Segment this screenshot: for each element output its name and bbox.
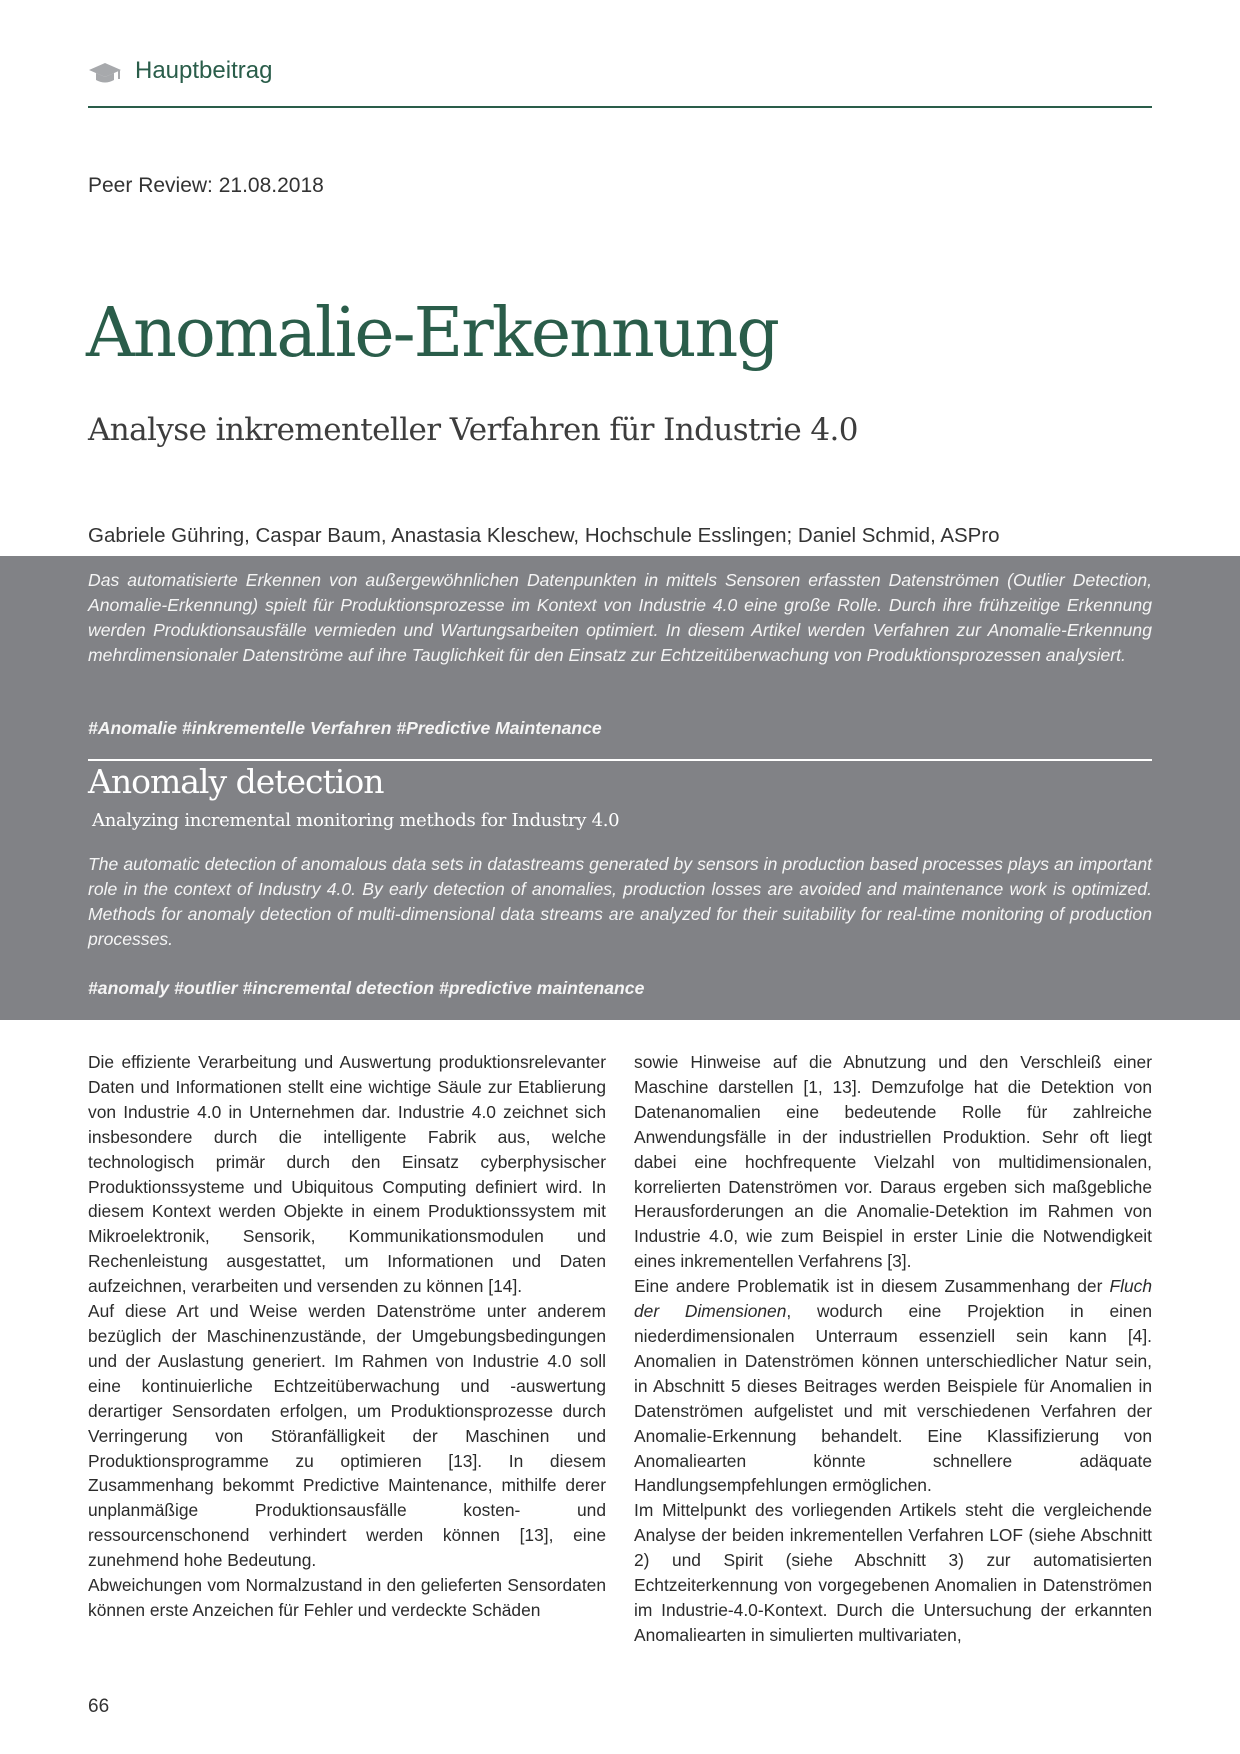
section-header [88, 52, 1152, 108]
authors: Gabriele Gühring, Caspar Baum, Anastasia Kleschew, Hochschule Esslingen; Daniel Schmid, ASPro [88, 524, 1000, 547]
body-paragraph: sowie Hinweise auf die Abnutzung und den Verschleiß einer Maschine darstellen [1, 13]. Demzufolge hat die Detektion von Datenanomalien eine bedeutende Rolle für zahlreiche Anwendungsfälle in der industriellen Produktion. Sehr oft liegt dabei eine hochfrequente Vielzahl von multidimensionalen, korrelierten Datenströmen vor. Daraus ergeben sich maßgebliche Herausforderungen an die Anomalie-Detektion im Rahmen von Industrie 4.0, wie zum Beispiel in erster Linie die Notwendigkeit eines inkrementellen Verfahrens [3]. [634, 1052, 1152, 1272]
body-paragraph: Abweichungen vom Normalzustand in den gelieferten Sensordaten können erste Anzeichen für Fehler und verdeckte Schäden [88, 1575, 606, 1620]
article-title: Anomalie-Erkennung [86, 294, 778, 373]
emphasis-term: Fluch der Dimensionen [634, 1276, 1152, 1322]
body-text: Eine andere Problematik ist in diesem Zusammenhang der [634, 1276, 1110, 1297]
body-paragraph: Die effiziente Verarbeitung und Auswertung produktionsrelevanter Daten und Informationen stellt eine wichtige Säule zur Etablierung von Industrie 4.0 in Unternehmen dar. Industrie 4.0 zeichnet sich insbesondere durch die intelligente Fabrik aus, welche technologisch primär durch den Einsatz cyberphysischer Produktionssysteme und Ubiquitous Computing definiert wird. In diesem Kontext werden Objekte in einem Produktionssystem mit Mikroelektronik, Sensorik, Kommunikationsmodulen und Rechenleistung ausgestattet, um Informationen und Daten aufzeichnen, verarbeiten und versenden zu können [14]. [88, 1052, 606, 1297]
section-label: Hauptbeitrag [135, 57, 273, 84]
body-column-left [88, 1050, 606, 1620]
body-column-right [634, 1050, 1152, 1645]
english-title: Anomaly detection [88, 762, 384, 801]
english-subtitle: Analyzing incremental monitoring methods for Industry 4.0 [92, 810, 620, 831]
abstract-band [0, 556, 1240, 1020]
peer-review-date: Peer Review: 21.08.2018 [88, 174, 324, 197]
body-paragraph: Auf diese Art und Weise werden Datenströme unter anderem bezüglich der Maschinenzustände, der Umgebungsbedingungen und der Auslastung generiert. Im Rahmen von Industrie 4.0 soll eine kontinuierliche Echtzeitüberwachung und -auswertung derartiger Sensordaten erfolgen, um Produktionsprozesse durch Verringerung von Störanfälligkeit der Maschinen und Produktionsprogramme zu optimieren [13]. In diesem Zusammenhang bekommt Predictive Maintenance, mithilfe derer unplanmäßige Produktionsausfälle kosten- und ressourcenschonend verhindert werden können [13], eine zunehmend hohe Bedeutung. [88, 1301, 606, 1571]
body-paragraph [634, 1274, 1152, 1498]
abstract-german: Das automatisierte Erkennen von außergewöhnlichen Datenpunkten in mittels Sensoren erfassten Datenströmen (Outlier Detection, Anomalie-Erkennung) spielt für Produktionsprozesse im Kontext von Industrie 4.0 eine große Rolle. Durch ihre frühzeitige Erkennung werden Produktionsausfälle vermieden und Wartungsarbeiten optimiert. In diesem Artikel werden Verfahren zur Anomalie-Erkennung mehrdimensionaler Datenströme auf ihre Tauglichkeit für den Einsatz zur Echtzeitüberwachung von Produktionsprozessen analysiert. [88, 570, 1152, 665]
keywords-german: #Anomalie #inkrementelle Verfahren #Predictive Maintenance [88, 718, 602, 738]
article-subtitle: Analyse inkrementeller Verfahren für Industrie 4.0 [88, 412, 858, 448]
graduation-cap-icon [88, 61, 122, 85]
keywords-english: #anomaly #outlier #incremental detection #predictive maintenance [88, 978, 645, 998]
body-paragraph: Im Mittelpunkt des vorliegenden Artikels steht die vergleichende Analyse der beiden inkrementellen Verfahren LOF (siehe Abschnitt 2) und Spirit (siehe Abschnitt 3) zur automatisierten Echtzeiterkennung von vorgegebenen Anomalien in Datenströmen im Industrie-4.0-Kontext. Durch die Untersuchung der erkannten Anomaliearten in simulierten multivariaten, [634, 1500, 1152, 1645]
body-text: , wodurch eine Projektion in einen niederdimensionalen Unterraum essenziell sein kann [4]. Anomalien in Datenströmen können unterschiedlicher Natur sein, in Abschnitt 5 dieses Beitrages werden Beispiele für Anomalien in Datenströmen aufgelistet und mit verschiedenen Verfahren der Anomalie-Erkennung behandelt. Eine Klassifizierung von Anomaliearten könnte schnellere adäquate Handlungsempfehlungen ermöglichen. [634, 1301, 1152, 1496]
abstract-english: The automatic detection of anomalous data sets in datastreams generated by sensors in production based processes plays an important role in the context of Industry 4.0. By early detection of anomalies, production losses are avoided and maintenance work is optimized. Methods for anomaly detection of multi-dimensional data streams are analyzed for their suitability for real-time monitoring of production processes. [88, 854, 1152, 949]
abstract-divider [88, 759, 1152, 761]
page-number: 66 [88, 1696, 110, 1717]
